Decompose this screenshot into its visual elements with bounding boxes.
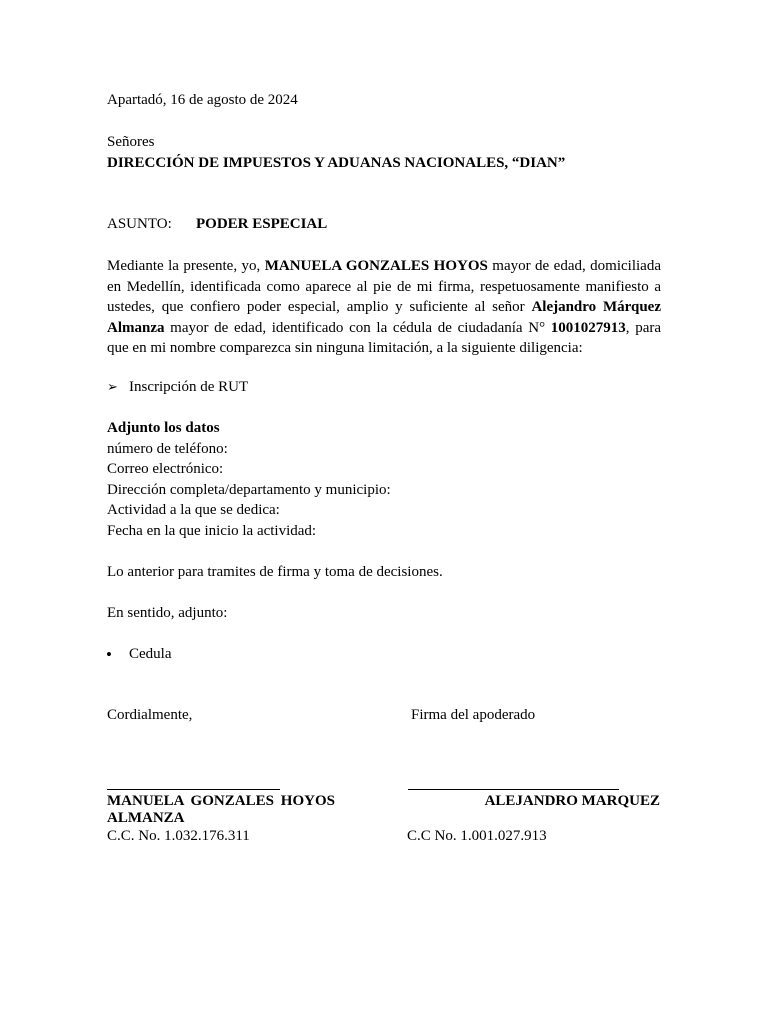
body-text-1: Mediante la presente, yo, (107, 258, 265, 274)
bullet-icon: • (106, 645, 112, 664)
data-field-phone: número de teléfono: (107, 441, 228, 457)
data-field-start-date: Fecha en la que inicio la actividad: (107, 523, 317, 539)
signer-left-name: MANUELA GONZALES HOYOS (107, 793, 335, 809)
attachment-item: Cedula (129, 646, 172, 662)
date-line: Apartadó, 16 de agosto de 2024 (107, 92, 298, 108)
diligence-item: Inscripción de RUT (129, 379, 249, 395)
closing: Cordialmente, (107, 707, 193, 723)
agent-id-number: 1001027913 (550, 319, 626, 336)
agent-name: Alejandro Márquez Almanza (107, 299, 661, 336)
recipient: DIRECCIÓN DE IMPUESTOS Y ADUANAS NACIONALES, “DIAN” (107, 155, 566, 171)
principal-name: MANUELA GONZALES HOYOS (264, 258, 488, 274)
data-field-email: Correo electrónico: (107, 461, 224, 477)
data-field-address: Dirección completa/departamento y municipio: (107, 482, 391, 498)
data-field-activity: Actividad a la que se dedica: (107, 502, 280, 518)
body-paragraph (107, 256, 661, 359)
salutation: Señores (107, 134, 155, 150)
subject-label: ASUNTO: (107, 216, 172, 232)
signer-right-name: ALEJANDRO MARQUEZ (484, 793, 660, 809)
signature-line-right (408, 789, 619, 790)
signer-right-id: C.C No. 1.001.027.913 (407, 828, 547, 844)
signer-left-id: C.C. No. 1.032.176.311 (107, 828, 250, 844)
body-text-2: mayor de edad, domiciliada en Medellín, identificada como aparece al pie de mi firma, respetuosamente manifiesto a ustedes, que confiero poder especial, amplio y suficiente al señor (107, 258, 661, 315)
arrow-bullet-icon: ➢ (107, 379, 118, 394)
subject-value: PODER ESPECIAL (196, 216, 328, 232)
purpose-line: Lo anterior para tramites de firma y toma de decisiones. (107, 564, 443, 580)
body-text-4: , para que en mi nombre comparezca sin ninguna limitación, a la siguiente diligencia: (107, 319, 662, 356)
attachments-intro: En sentido, adjunto: (107, 605, 228, 621)
signature-line-left (107, 789, 280, 790)
signer-left-name-line2: ALMANZA (107, 810, 185, 826)
agent-signature-label: Firma del apoderado (411, 707, 536, 723)
body-text-3: mayor de edad, identificado con la cédula de ciudadanía N° (164, 319, 551, 336)
attached-data-heading: Adjunto los datos (107, 420, 220, 436)
